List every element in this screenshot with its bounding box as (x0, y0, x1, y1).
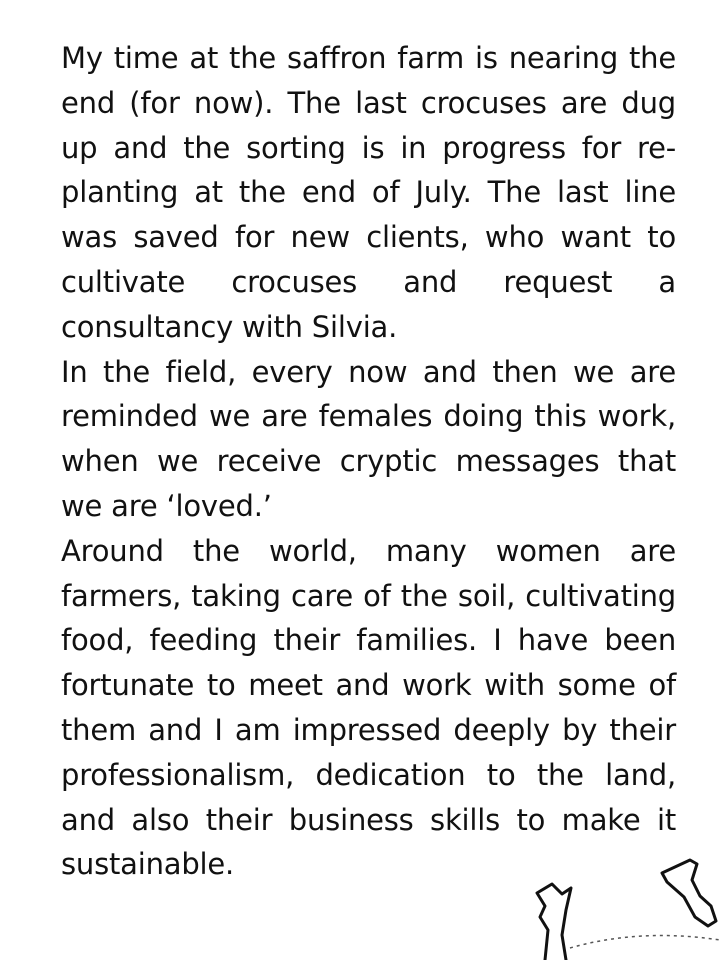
article-text (61, 36, 676, 887)
doodle-ground-line (570, 936, 720, 949)
paragraph-3: Around the world, many women are farmers, taking care of the soil, cultivating food, feeding their families. I have been fortunate to meet and work with some of them and I am impressed deeply by their professionalism, dedication to the land, and also their business skills to make it sustainable. (61, 533, 676, 882)
paragraph-1: My time at the saffron farm is nearing the end (for now). The last crocuses are dug up and the sorting is in progress for re-planting at the end of July. The last line was saved for new clients, who want to cultivate crocuses and request a consultancy with Silvia. (61, 41, 676, 344)
paragraph-2: In the field, every now and then we are reminded we are females doing this work, when we receive cryptic messages that we are ‘loved.’ (61, 354, 676, 523)
doodle-left-leg (537, 884, 571, 960)
